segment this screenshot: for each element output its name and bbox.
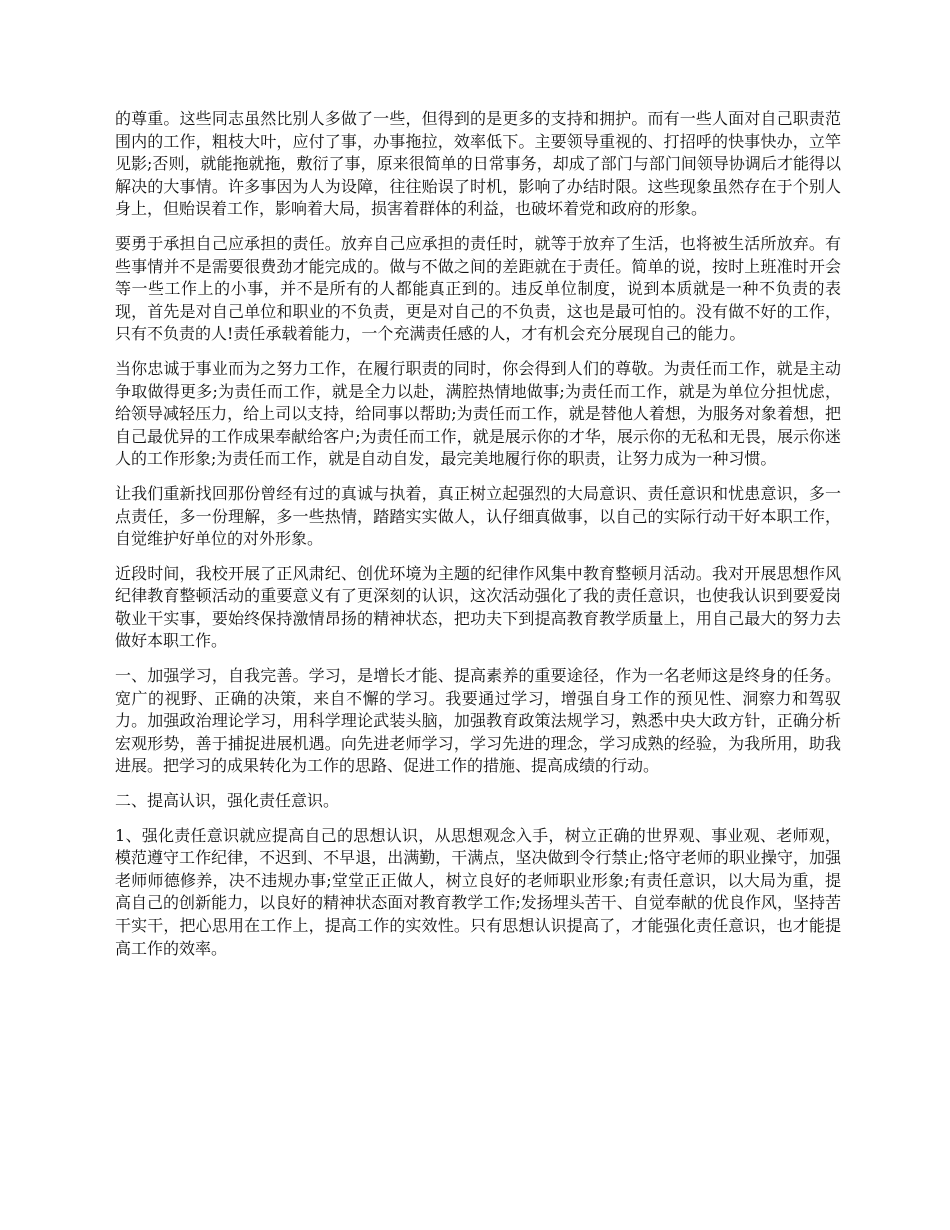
paragraph-2: 要勇于承担自己应承担的责任。放弃自己应承担的责任时，就等于放弃了生活，也将被生活所放弃。有些事情并不是需要很费劲才能完成的。做与不做之间的差距就在于责任。简单的说，按时上班准时开会等一些工作上的小事，并不是所有的人都能真正到的。违反单位制度，说到本质就是一种不负责的表现，首先是对自己单位和职业的不负责，更是对自己的不负责，这也是最可怕的。没有做不好的工作，只有不负责的人!责任承载着能力，一个充满责任感的人，才有机会充分展现自己的能力。: [115, 233, 841, 344]
paragraph-8: 1、强化责任意识就应提高自己的思想认识，从思想观念入手，树立正确的世界观、事业观、老师观，模范遵守工作纪律，不迟到、不早退，出满勤，干满点，坚决做到令行禁止;恪守老师的职业操守，加强老师师德修养，决不违规办事;堂堂正正做人，树立良好的老师职业形象;有责任意识，以大局为重，提高自己的创新能力，以良好的精神状态面对教育教学工作;发扬埋头苦干、自觉奉献的优良作风，坚持苦干实干，把心思用在工作上，提高工作的实效性。只有思想认识提高了，才能强化责任意识，也才能提高工作的效率。: [115, 825, 841, 958]
paragraph-4: 让我们重新找回那份曾经有过的真诚与执着，真正树立起强烈的大局意识、责任意识和忧患意识，多一点责任，多一份理解，多一些热情，踏踏实实做人，认仔细真做事，以自己的实际行动干好本职工作，自觉维护好单位的对外形象。: [115, 483, 841, 549]
paragraph-6: 一、加强学习，自我完善。学习，是增长才能、提高素养的重要途径，作为一名老师这是终身的任务。宽广的视野、正确的决策，来自不懈的学习。我要通过学习，增强自身工作的预见性、洞察力和驾驭力。加强政治理论学习，用科学理论武装头脑，加强教育政策法规学习，熟悉中央大政方针，正确分析宏观形势，善于捕捉进展机遇。向先进老师学习，学习先进的理念，学习成熟的经验，为我所用，助我进展。把学习的成果转化为工作的思路、促进工作的措施、提高成绩的行动。: [115, 666, 841, 776]
paragraph-5: 近段时间，我校开展了正风肃纪、创优环境为主题的纪律作风集中教育整顿月活动。我对开展思想作风纪律教育整顿活动的重要意义有了更深刻的认识，这次活动强化了我的责任意识，也使我认识到要爱岗敬业干实事，要始终保持激情昂扬的精神状态，把功夫下到提高教育教学质量上，用自己最大的努力去做好本职工作。: [115, 563, 841, 651]
document-body: [115, 108, 841, 972]
section-heading-2: 二、提高认识，强化责任意识。: [115, 791, 340, 811]
paragraph-1: 的尊重。这些同志虽然比别人多做了一些，但得到的是更多的支持和拥护。而有一些人面对自己职责范围内的工作，粗枝大叶，应付了事，办事拖拉，效率低下。主要领导重视的、打招呼的快事快办，立竿见影;否则，就能拖就拖，敷衍了事，原来很简单的日常事务，却成了部门与部门间领导协调后才能得以解决的大事情。许多事因为人为设障，往往贻误了时机，影响了办结时限。这些现象虽然存在于个别人身上，但贻误着工作，影响着大局，损害着群体的利益，也破坏着党和政府的形象。: [115, 109, 841, 219]
paragraph-3: 当你忠诚于事业而为之努力工作，在履行职责的同时，你会得到人们的尊敬。为责任而工作，就是主动争取做得更多;为责任而工作，就是全力以赴，满腔热情地做事;为责任而工作，就是为单位分担忧虑，给领导减轻压力，给上司以支持，给同事以帮助;为责任而工作，就是替他人着想，为服务对象着想，把自己最优异的工作成果奉献给客户;为责任而工作，就是展示你的才华，展示你的无私和无畏，展示你迷人的工作形象;为责任而工作，就是自动自发，最完美地履行你的职责，让努力成为一种习惯。: [115, 358, 841, 469]
